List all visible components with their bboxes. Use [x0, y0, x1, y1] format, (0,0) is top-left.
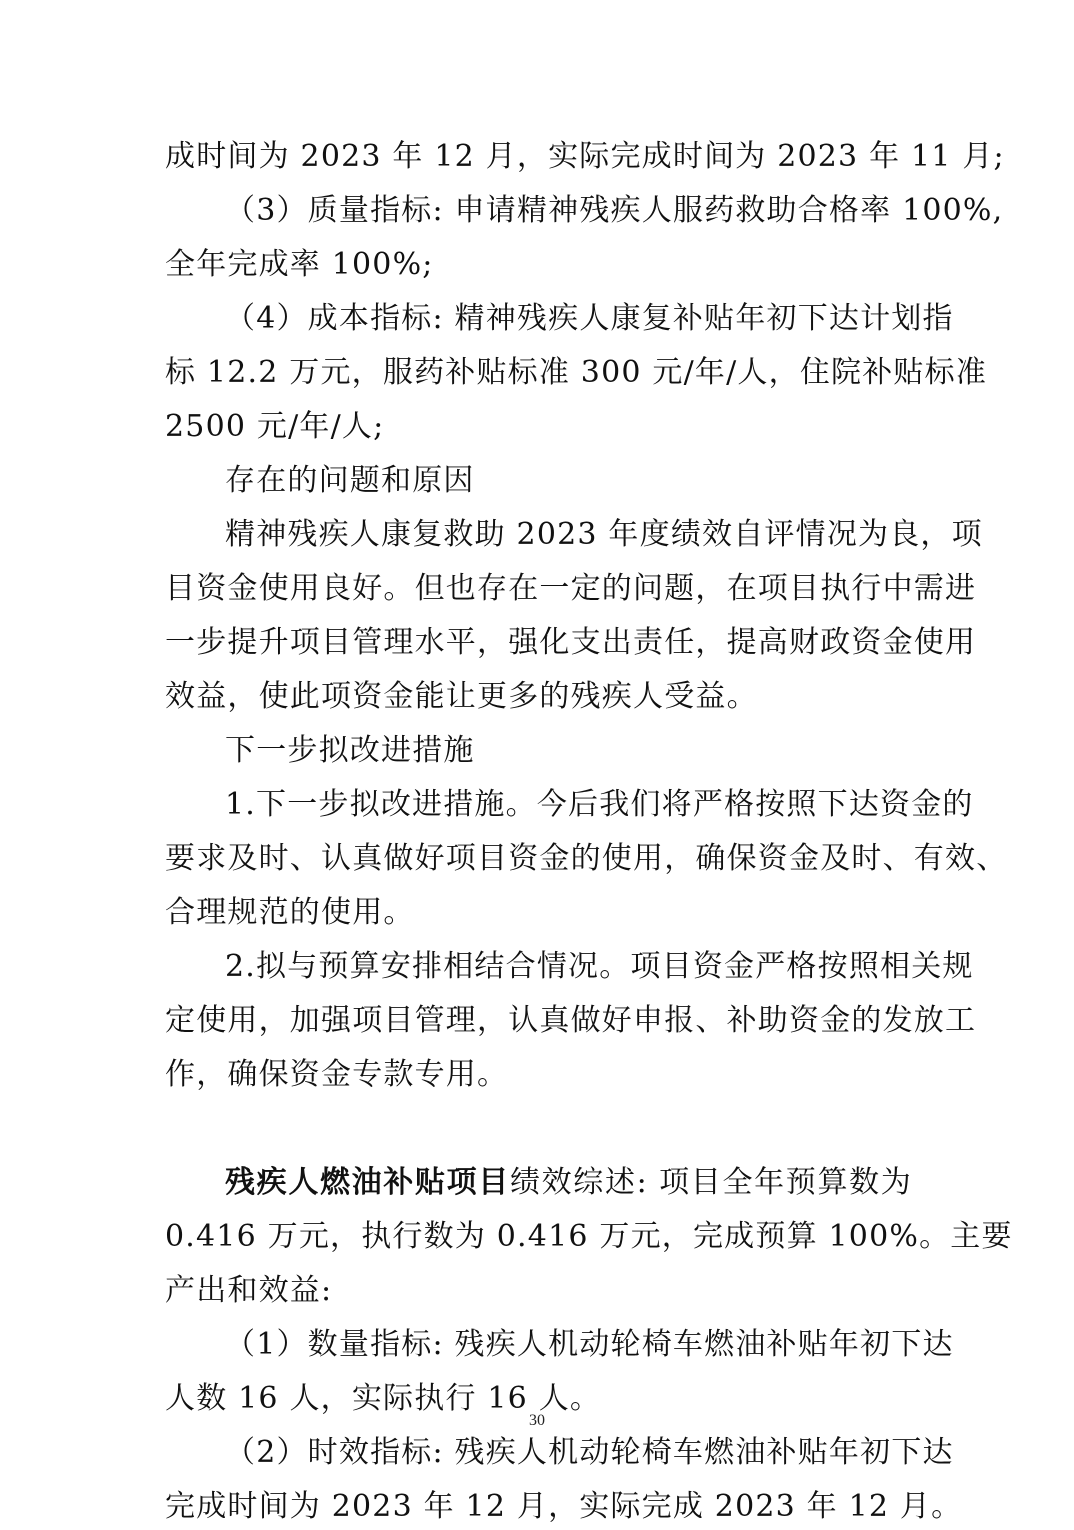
- section-heading: 存在的问题和原因: [225, 463, 475, 498]
- text-line: 效益，使此项资金能让更多的残疾人受益。: [165, 679, 758, 714]
- page-number: 30: [529, 1412, 545, 1429]
- text-line: （3）质量指标: 申请精神残疾人服药救助合格率 100%,: [225, 193, 1004, 228]
- text-line: 全年完成率 100%;: [165, 247, 434, 282]
- text-line: 定使用，加强项目管理，认真做好申报、补助资金的发放工: [165, 1003, 977, 1038]
- project-summary-line: [225, 1160, 912, 1206]
- text-line: 目资金使用良好。但也存在一定的问题，在项目执行中需进: [165, 571, 977, 606]
- text-line: 产出和效益:: [165, 1273, 333, 1308]
- text-line: 合理规范的使用。: [165, 895, 415, 930]
- text-line: （1）数量指标: 残疾人机动轮椅车燃油补贴年初下达: [225, 1327, 954, 1362]
- text-line: 精神残疾人康复救助 2023 年度绩效自评情况为良，项: [225, 517, 983, 552]
- project-summary-text: 绩效综述: 项目全年预算数为: [509, 1165, 912, 1200]
- text-line: 成时间为 2023 年 12 月，实际完成时间为 2023 年 11 月;: [165, 139, 1005, 174]
- text-line: 2.拟与预算安排相结合情况。项目资金严格按照相关规: [225, 949, 974, 984]
- text-line: 人数 16 人，实际执行 16 人。: [165, 1381, 602, 1416]
- text-line: 要求及时、认真做好项目资金的使用，确保资金及时、有效、: [165, 841, 1008, 876]
- text-line: 标 12.2 万元，服药补贴标准 300 元/年/人，住院补贴标准: [165, 355, 988, 390]
- text-line: 2500 元/年/人;: [165, 409, 385, 444]
- project-title: 残疾人燃油补贴项目: [225, 1165, 510, 1200]
- section-heading: 下一步拟改进措施: [225, 733, 475, 768]
- text-line: 一步提升项目管理水平，强化支出责任，提高财政资金使用: [165, 625, 977, 660]
- text-line: 1.下一步拟改进措施。今后我们将严格按照下达资金的: [225, 787, 974, 822]
- text-line: （4）成本指标: 精神残疾人康复补贴年初下达计划指: [225, 301, 954, 336]
- text-line: 0.416 万元，执行数为 0.416 万元，完成预算 100%。主要: [165, 1219, 1013, 1254]
- text-line: （2）时效指标: 残疾人机动轮椅车燃油补贴年初下达: [225, 1435, 954, 1470]
- text-line: 作，确保资金专款专用。: [165, 1057, 509, 1092]
- text-line: 完成时间为 2023 年 12 月，实际完成 2023 年 12 月。: [165, 1489, 963, 1524]
